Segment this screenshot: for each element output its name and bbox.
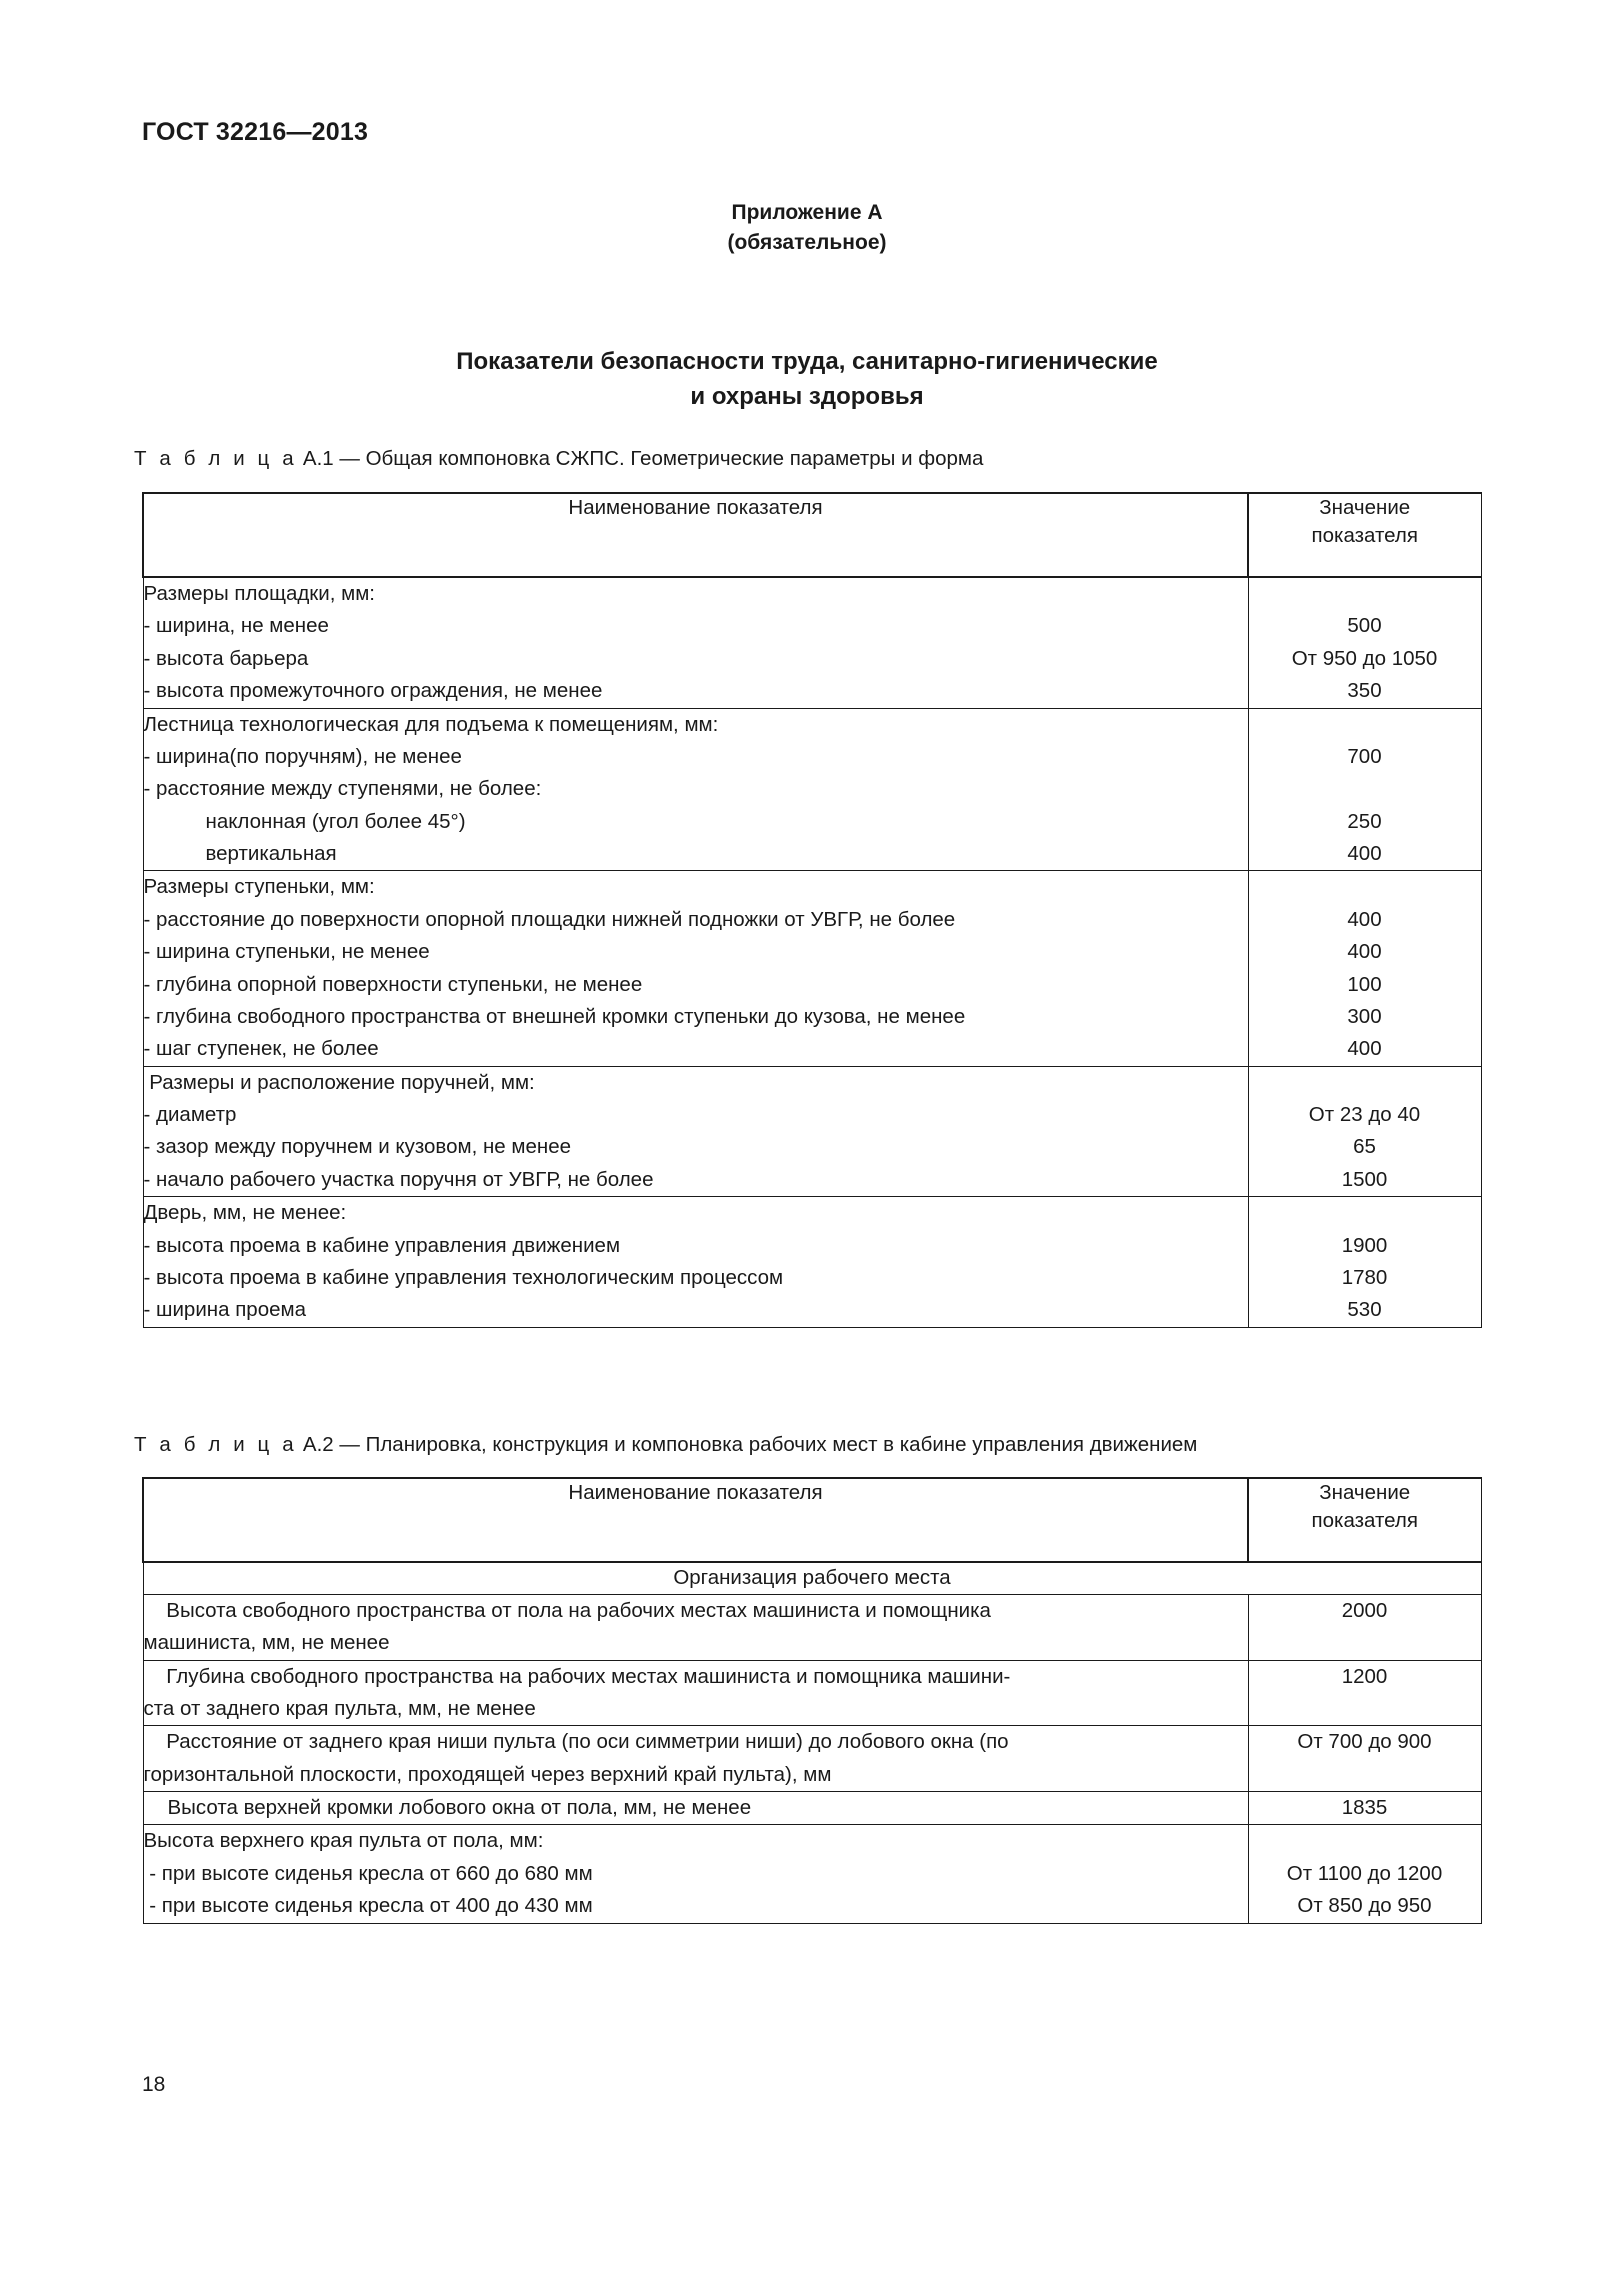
table-a2-row-3-name [143, 1792, 1248, 1825]
table-a1-caption-dash: — [339, 447, 360, 470]
table-a2-row-4-value [1248, 1825, 1481, 1923]
page-number: 18 [142, 2073, 166, 2096]
table-a2-row-4-name [143, 1825, 1248, 1923]
value-line: От 850 до 950 [1297, 1894, 1432, 1918]
row-line: машиниста, мм, не менее [143, 1631, 390, 1655]
table-a1-row-4-value [1248, 1197, 1481, 1328]
row-line: Размеры ступеньки, мм: [143, 875, 375, 899]
table-row [143, 1066, 1481, 1197]
row-line: - при высоте сиденья кресла от 400 до 430 мм [143, 1894, 593, 1918]
table-a1-row-4-name [143, 1197, 1248, 1328]
row-line: Высота верхней кромки лобового окна от пола, мм, не менее [167, 1796, 752, 1819]
table-a2-caption-dash: — [339, 1433, 360, 1456]
table-a1-row-2-value [1248, 871, 1481, 1066]
table-a2-header-value-line-2: показателя [1311, 1509, 1418, 1533]
row-line: - расстояние между ступенями, не более: [143, 777, 542, 801]
annex-status: (обязательное) [727, 230, 887, 254]
value-line: От 1100 до 1200 [1286, 1861, 1443, 1885]
table-a2-header-name: Наименование показателя [143, 1478, 1248, 1562]
table-a1-caption-number: А.1 [302, 447, 334, 470]
row-line: - высота барьера [143, 646, 309, 670]
table-a2-body [143, 1562, 1481, 1923]
row-line: - зазор между поручнем и кузовом, не менее [143, 1135, 572, 1159]
table-a2-row-2-name [143, 1726, 1248, 1792]
table-a1-header-row [143, 493, 1481, 577]
table-a2-row-3-value: 1835 [1248, 1792, 1481, 1825]
table-a2-row-0-value: 2000 [1248, 1594, 1481, 1660]
value-line: 1900 [1341, 1233, 1388, 1257]
row-line: - высота проема в кабине управления движением [143, 1233, 621, 1257]
value-line: От 950 до 1050 [1291, 646, 1438, 670]
value-line: 700 [1347, 744, 1382, 768]
value-line: 400 [1347, 940, 1382, 964]
annex-label: Приложение А [731, 201, 883, 224]
table-row [143, 1594, 1481, 1660]
table-a2-caption-number: А.2 [302, 1433, 334, 1456]
standard-number-header: ГОСТ 32216—2013 [142, 118, 369, 146]
table-section-row [143, 1562, 1481, 1594]
row-line: Размеры и расположение поручней, мм: [143, 1070, 535, 1094]
value-line: 350 [1347, 679, 1382, 703]
table-a1-caption [134, 447, 983, 471]
value-line: 530 [1347, 1298, 1382, 1322]
table-a1-header-value-line-2: показателя [1311, 524, 1418, 548]
table-a1-header-name: Наименование показателя [143, 493, 1248, 577]
table-row [143, 1726, 1481, 1792]
table-a2-row-2-value: От 700 до 900 [1248, 1726, 1481, 1792]
table-a2-caption [134, 1433, 1197, 1457]
value-line: 65 [1353, 1135, 1376, 1159]
annex-heading [0, 198, 1614, 258]
table-a2 [142, 1477, 1482, 1924]
row-line: Высота свободного пространства от пола на рабочих местах машиниста и помощника [143, 1598, 991, 1622]
table-a1-caption-prefix: Т а б л и ц а [134, 447, 298, 470]
table-a1-body [143, 577, 1481, 1327]
row-line: наклонная (угол более 45°) [205, 809, 466, 833]
table-row [143, 1825, 1481, 1923]
row-line: Лестница технологическая для подъема к помещениям, мм: [143, 712, 719, 736]
table-row [143, 708, 1481, 871]
table-a1-caption-text: Общая компоновка СЖПС. Геометрические параметры и форма [365, 447, 984, 470]
row-line: Дверь, мм, не менее: [143, 1201, 347, 1225]
row-line: Размеры площадки, мм: [143, 582, 376, 605]
value-line: 300 [1347, 1004, 1382, 1028]
row-line: - шаг ступенек, не более [143, 1037, 379, 1061]
value-line: 400 [1347, 1037, 1382, 1061]
row-line: - глубина опорной поверхности ступеньки, не менее [143, 972, 643, 996]
table-a1-row-3-name [143, 1066, 1248, 1197]
table-a2-row-1-name [143, 1660, 1248, 1726]
row-line: - ширина(по поручням), не менее [143, 744, 462, 768]
table-a1-row-0-name [143, 577, 1248, 708]
value-line: 400 [1347, 842, 1382, 865]
row-line: вертикальная [205, 842, 337, 865]
row-line: Глубина свободного пространства на рабочих местах машиниста и помощника машини- [143, 1664, 1011, 1688]
table-a2-row-0-name [143, 1594, 1248, 1660]
value-line: От 23 до 40 [1308, 1103, 1421, 1126]
row-line: - ширина ступеньки, не менее [143, 940, 430, 964]
row-line: Расстояние от заднего края ниши пульта (по оси симметрии ниши) до лобового окна (по [143, 1730, 1009, 1754]
table-a1-row-3-value [1248, 1066, 1481, 1197]
table-a2-caption-prefix: Т а б л и ц а [134, 1433, 298, 1456]
row-line: - высота промежуточного ограждения, не менее [143, 679, 603, 703]
table-row [143, 1660, 1481, 1726]
table-a1-row-1-name [143, 708, 1248, 871]
table-row [143, 1792, 1481, 1825]
value-line: 100 [1347, 972, 1382, 996]
row-line: - глубина свободного пространства от внешней кромки ступеньки до кузова, не менее [143, 1004, 966, 1028]
row-line: Высота верхнего края пульта от пола, мм: [143, 1829, 544, 1853]
table-a1-row-0-value [1248, 577, 1481, 708]
value-line: 1780 [1341, 1265, 1388, 1289]
value-line: 500 [1347, 614, 1382, 638]
table-row [143, 1197, 1481, 1328]
value-line: 250 [1347, 809, 1382, 833]
table-row [143, 871, 1481, 1066]
table-a2-section-title: Организация рабочего места [143, 1562, 1481, 1594]
row-line: - расстояние до поверхности опорной площадки нижней подножки от УВГР, не более [143, 907, 956, 931]
annex-title [0, 345, 1614, 415]
table-row [143, 577, 1481, 708]
row-line: горизонтальной плоскости, проходящей через верхний край пульта), мм [143, 1762, 832, 1786]
table-a1-header-value [1248, 493, 1481, 577]
row-line: - при высоте сиденья кресла от 660 до 680 мм [143, 1861, 593, 1885]
table-a2-header-value [1248, 1478, 1481, 1562]
annex-title-line-2: и охраны здоровья [690, 382, 924, 410]
row-line: - высота проема в кабине управления технологическим процессом [143, 1265, 784, 1289]
annex-title-line-1: Показатели безопасности труда, санитарно-гигиенические [456, 348, 1158, 375]
table-a2-row-1-value: 1200 [1248, 1660, 1481, 1726]
row-line: - ширина, не менее [143, 614, 329, 638]
table-a1-header-value-line-1: Значение [1319, 496, 1411, 519]
table-a1-row-2-name [143, 871, 1248, 1066]
row-line: ста от заднего края пульта, мм, не менее [143, 1696, 536, 1720]
value-line: 1500 [1341, 1167, 1388, 1191]
table-a2-caption-text: Планировка, конструкция и компоновка рабочих мест в кабине управления движением [365, 1433, 1198, 1456]
table-a2-header-value-line-1: Значение [1319, 1481, 1411, 1504]
table-a2-header-row [143, 1478, 1481, 1562]
table-a1 [142, 492, 1482, 1328]
table-a1-row-1-value [1248, 708, 1481, 871]
row-line: - ширина проема [143, 1298, 306, 1322]
value-line: 400 [1347, 907, 1382, 931]
row-line: - начало рабочего участка поручня от УВГР, не более [143, 1167, 654, 1191]
row-line: - диаметр [143, 1103, 237, 1126]
